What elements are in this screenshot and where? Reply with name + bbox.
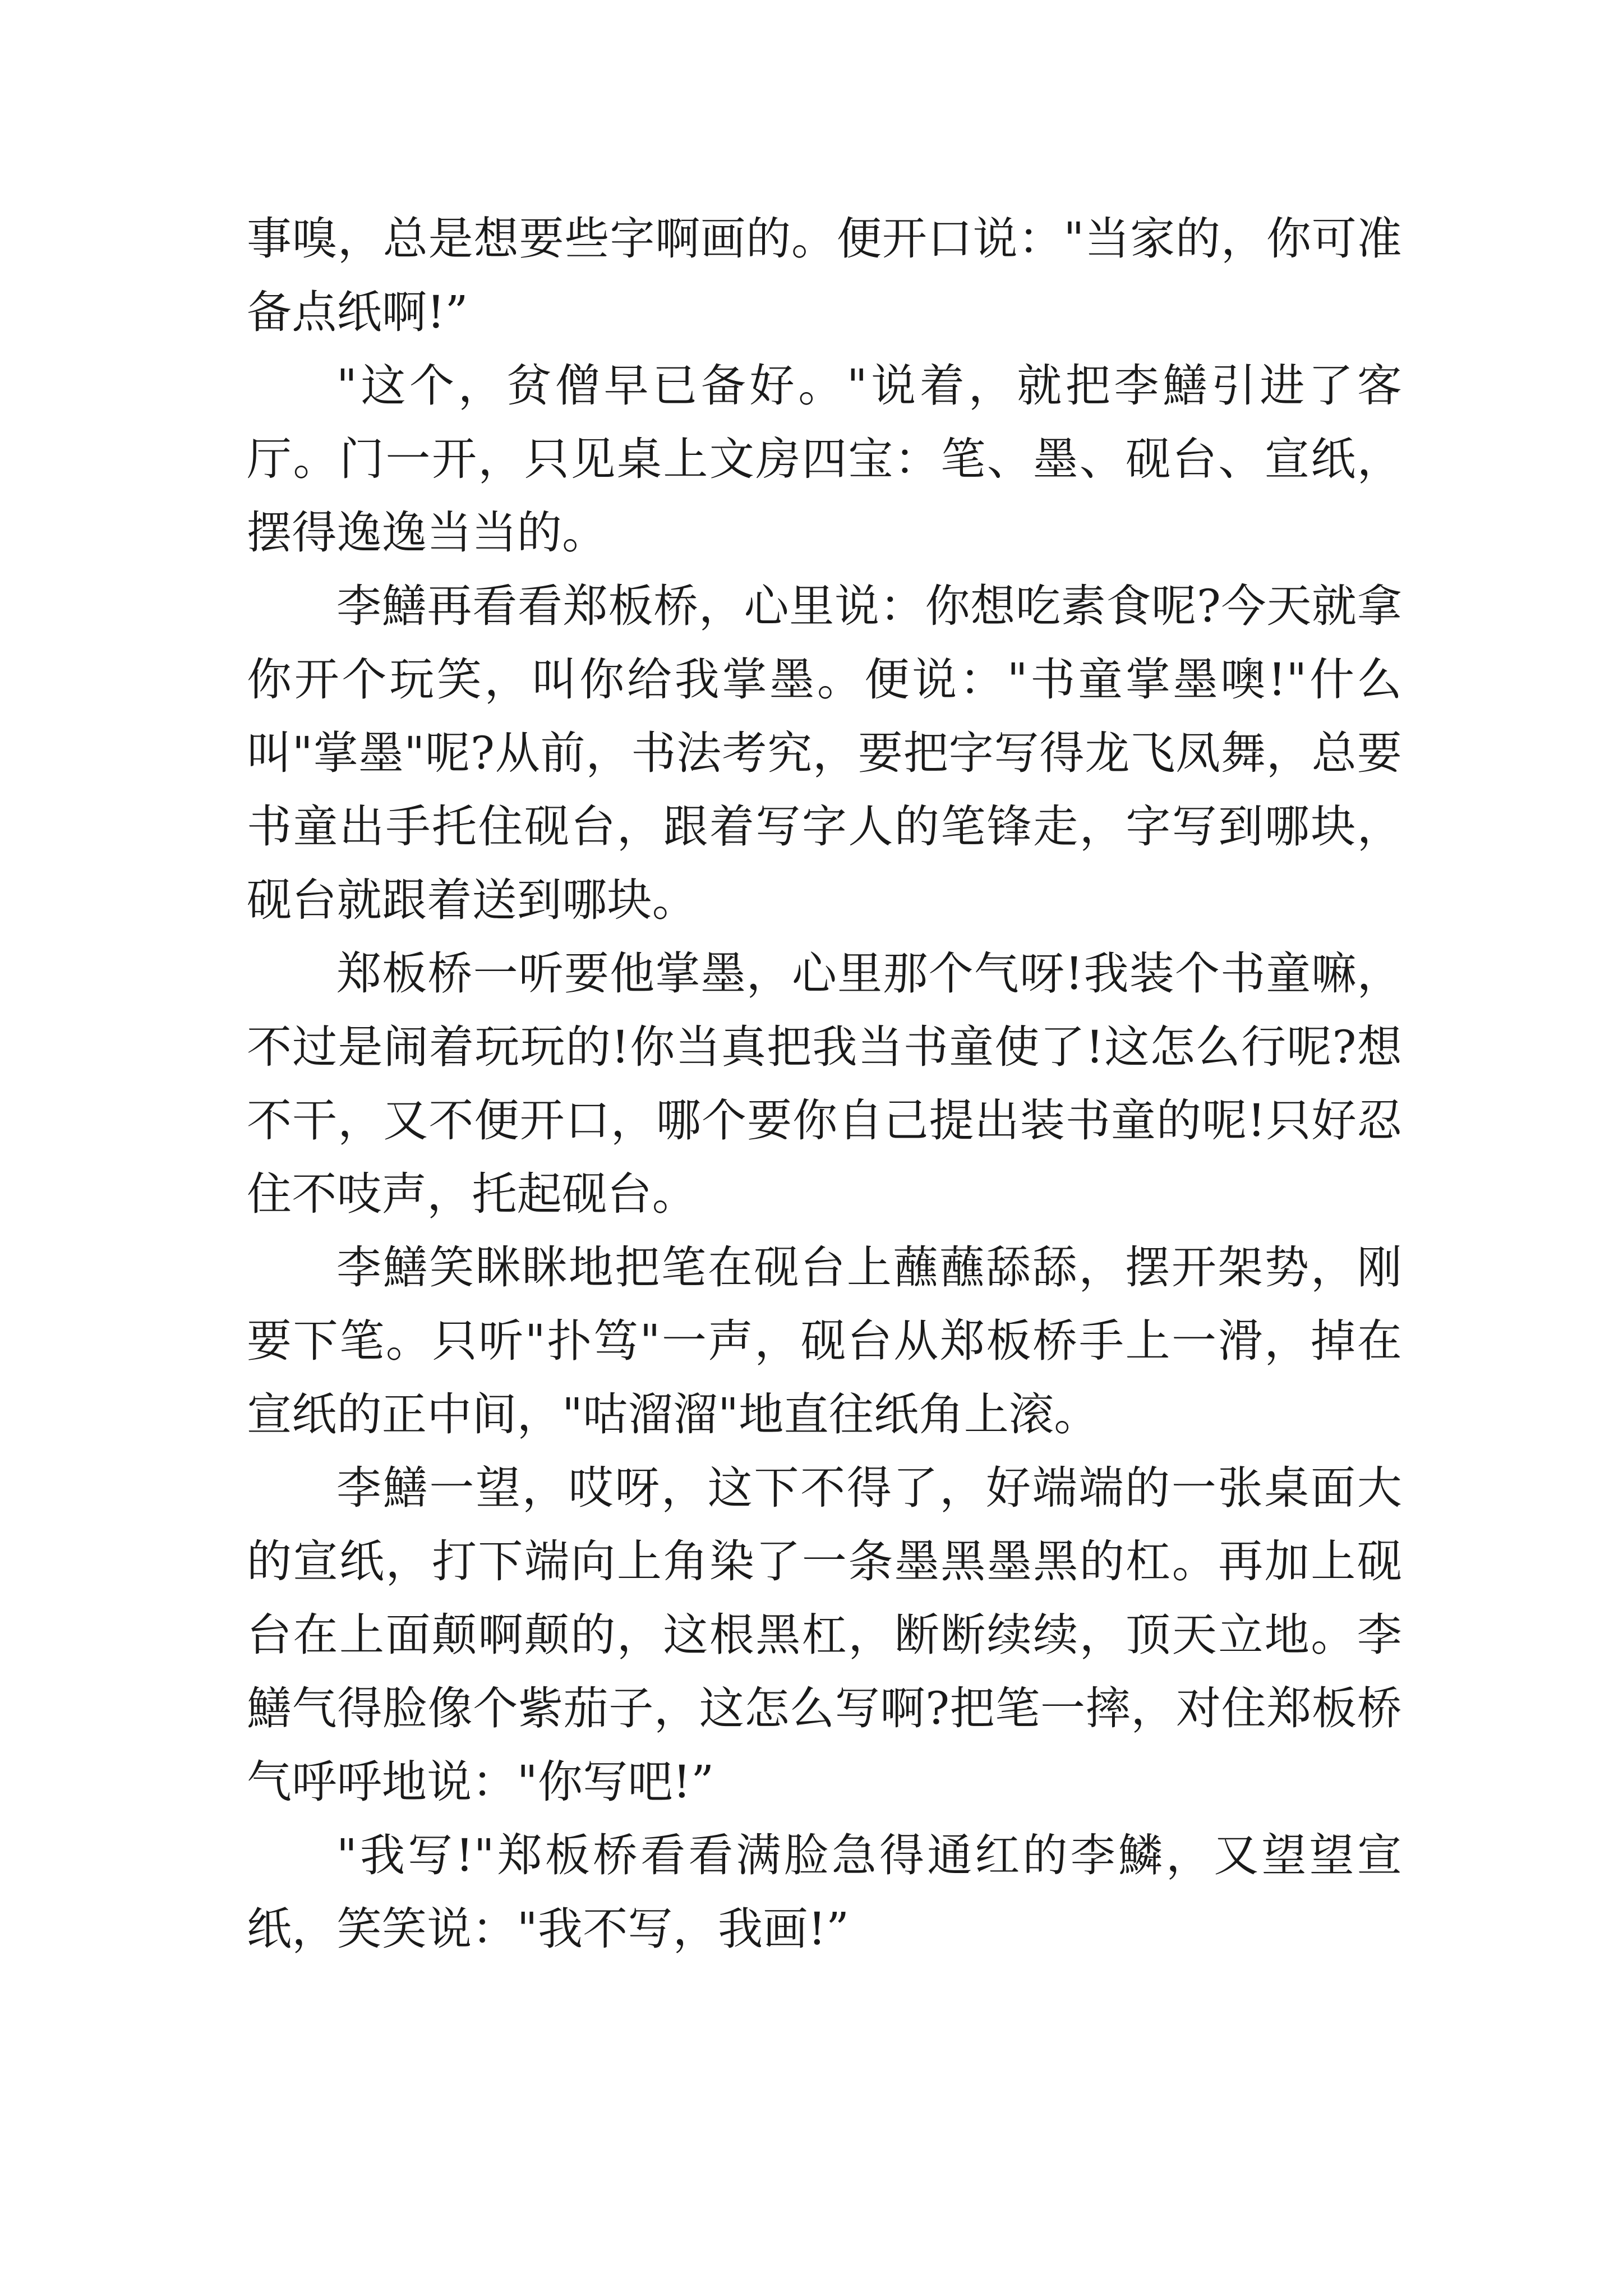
paragraph-7: "我写!"郑板桥看看满脸急得通红的李鱗，又望望宣纸，笑笑说："我不写，我画!” bbox=[247, 1829, 1402, 1955]
paragraph-2: "这个，贫僧早已备好。"说着，就把李鱔引进了客厅。门一开，只见桌上文房四宝：笔、墨、砚台、宣纸，摆得逸逸当当的。 bbox=[247, 360, 1402, 559]
paragraph-5: 李鱔笑眯眯地把笔在砚台上蘸蘸舔舔，摆开架势，刚要下笔。只听"扑笃"一声，砚台从郑板桥手上一滑，掉在宣纸的正中间，"咕溜溜"地直往纸角上滚。 bbox=[247, 1241, 1402, 1441]
body-text bbox=[247, 202, 1402, 1966]
paragraph-4: 郑板桥一听要他掌墨，心里那个气呀!我装个书童嘛，不过是闹着玩玩的!你当真把我当书童使了!这怎么行呢?想不干，又不便开口，哪个要你自己提出装书童的呢!只好忍住不吱声，托起砚台。 bbox=[247, 947, 1402, 1220]
paragraph-6: 李鱔一望，哎呀，这下不得了，好端端的一张桌面大的宣纸，打下端向上角染了一条墨黑墨黑的杠。再加上砚台在上面颠啊颠的，这根黑杠，断断续续，顶天立地。李鱔气得脸像个紫茄子，这怎么写啊?把笔一摔，对住郑板桥气呼呼地说："你写吧!” bbox=[247, 1462, 1402, 1808]
paragraph-1: 事嗅，总是想要些字啊画的。便开口说："当家的，你可准备点纸啊!” bbox=[247, 213, 1402, 338]
paragraph-3: 李鱔再看看郑板桥，心里说：你想吃素食呢?今天就拿你开个玩笑，叫你给我掌墨。便说："书童掌墨噢!"什么叫"掌墨"呢?从前，书法考究，要把字写得龙飞凤舞，总要书童出手托住砚台，跟着写字人的笔锋走，字写到哪块，砚台就跟着送到哪块。 bbox=[247, 580, 1402, 926]
